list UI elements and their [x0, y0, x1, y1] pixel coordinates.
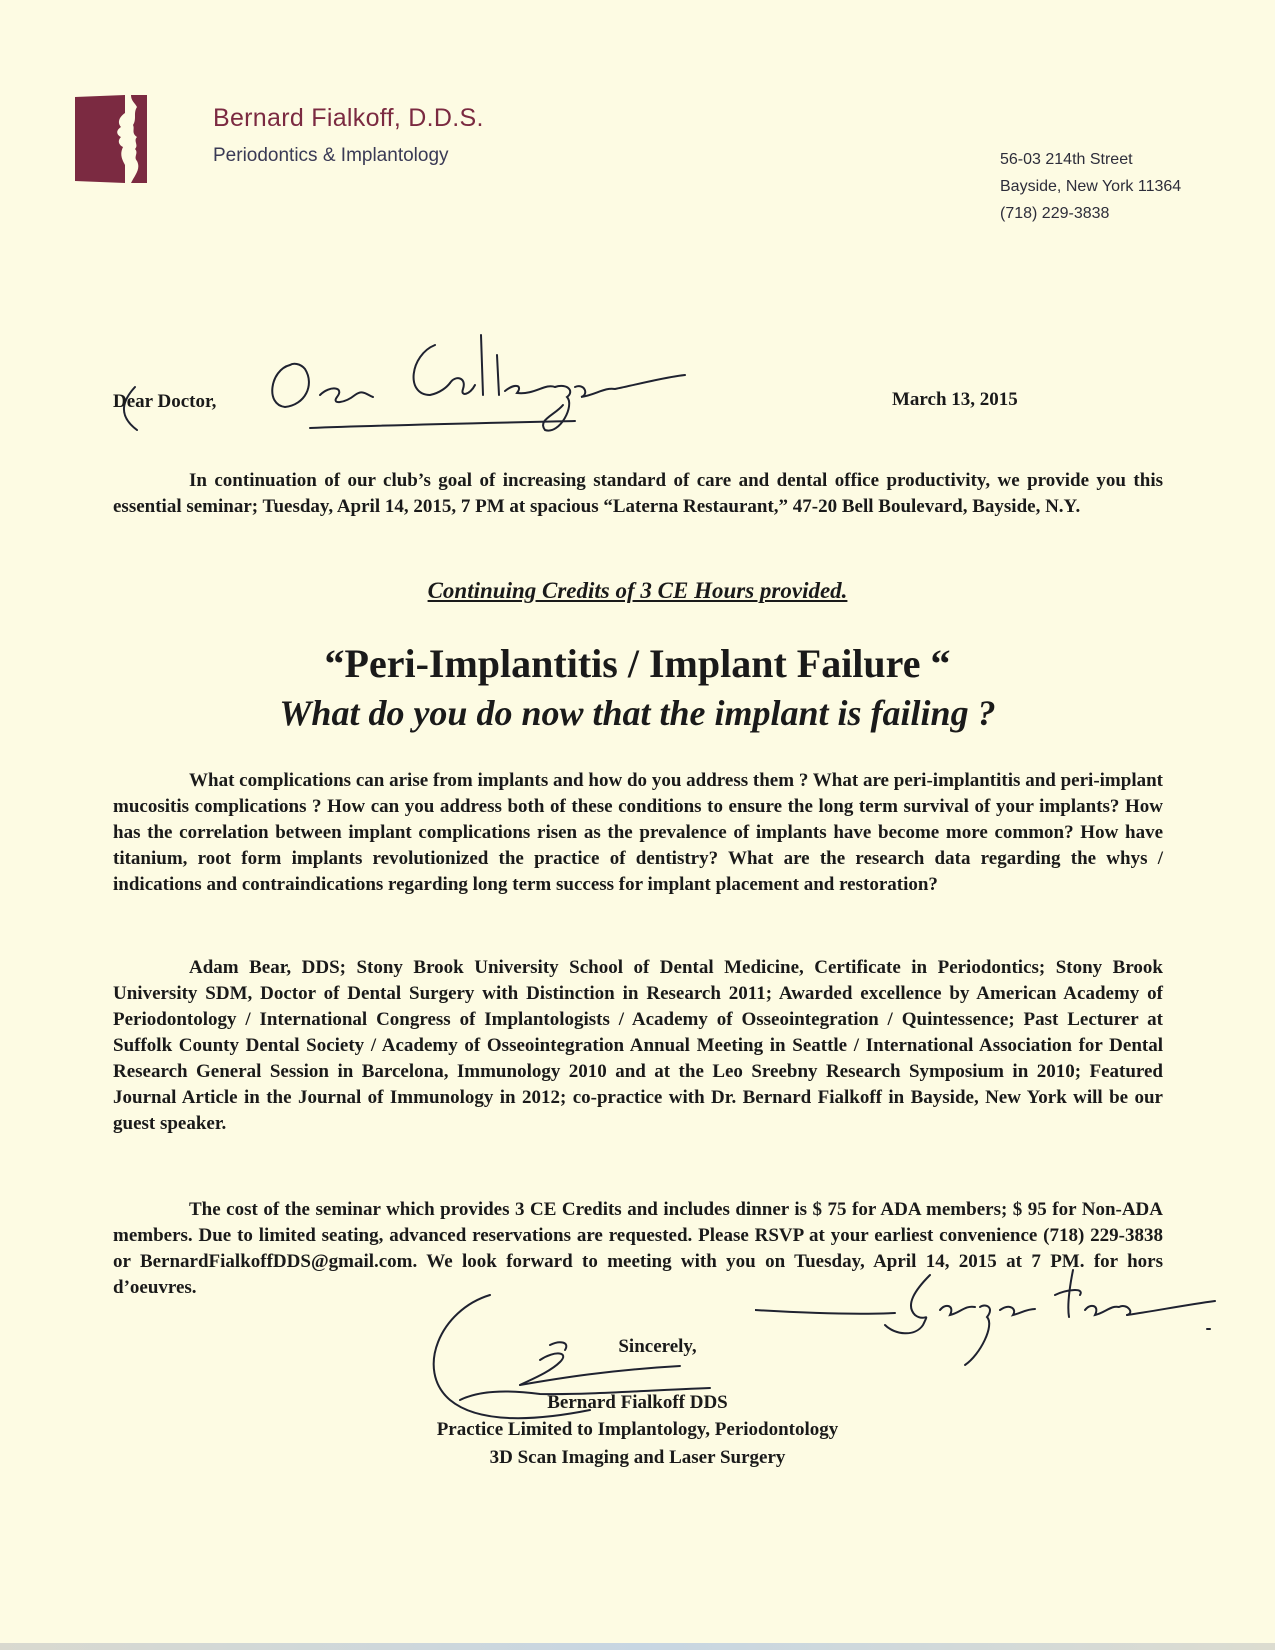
signer-practice: Practice Limited to Implantology, Periodontology [436, 1419, 839, 1440]
address-phone: (718) 229-3838 [1000, 205, 1110, 222]
handwritten-note-signature [755, 1265, 1225, 1380]
letter-date: March 13, 2015 [892, 389, 1018, 410]
address-city: Bayside, New York 11364 [1000, 178, 1182, 195]
address-street: 56-03 214th Street [1000, 151, 1133, 168]
closing-sincerely: Sincerely, [618, 1336, 697, 1357]
seminar-title: “Peri-Implantitis / Implant Failure “ [324, 641, 951, 686]
questions-paragraph: What complications can arise from implants and how do you address them ? What are peri-implantitis and peri-implant mucositis complications ? How can you address both of these conditions to ensure the long term survival of your implants? How has the correlation between implant complications risen as the prevalence of implants have become more common? How have titanium, root form implants revolutionized the practice of dentistry? What are the research data regarding the whys / indications and contraindications regarding long term success for implant placement and restoration? [113, 770, 1163, 895]
seminar-subtitle: What do you do now that the implant is failing ? [279, 693, 996, 733]
ce-credits-notice: Continuing Credits of 3 CE Hours provided. [427, 578, 848, 603]
doctor-name: Bernard Fialkoff, D.D.S. [213, 104, 484, 132]
profile-face-logo-icon [75, 95, 147, 183]
scan-edge [0, 1643, 1275, 1650]
signer-services: 3D Scan Imaging and Laser Surgery [489, 1447, 786, 1468]
office-address [1000, 146, 1181, 227]
salutation: Dear Doctor, [113, 391, 217, 412]
signer-name: Bernard Fialkoff DDS [547, 1392, 728, 1413]
specialty: Periodontics & Implantology [213, 145, 449, 166]
speaker-paragraph: Adam Bear, DDS; Stony Brook University School of Dental Medicine, Certificate in Periodontics; Stony Brook University SDM, Doctor of Dental Surgery with Distinction in Research 2011; Awarded excellence by American Academy of Periodontology / International Congress of Implantologists / Academy of Osseointegration / Quintessence; Past Lecturer at Suffolk County Dental Society / Academy of Osseointegration Annual Meeting in Seattle / International Association for Dental Research General Session in Barcelona, Immunology 2010 and at the Leo Sreebny Research Symposium in 2010; Featured Journal Article in the Journal of Immunology in 2012; co-practice with Dr. Bernard Fialkoff in Bayside, New York will be our guest speaker. [113, 957, 1163, 1134]
intro-paragraph: In continuation of our club’s goal of increasing standard of care and dental office productivity, we provide you this essential seminar; Tuesday, April 14, 2015, 7 PM at spacious “Laterna Restaurant,” 47-20 Bell Boulevard, Bayside, N.Y. [113, 470, 1163, 517]
cost-paragraph: The cost of the seminar which provides 3 CE Credits and includes dinner is $ 75 for ADA members; $ 95 for Non-ADA members. Due to limited seating, advanced reservations are requested. Please RSVP at your earliest convenience (718) 229-3838 or BernardFialkoffDDS@gmail.com. We look forward to meeting with you on Tuesday, April 14, 2015 at 7 PM. for hors d’oeuvres. [113, 1199, 1163, 1298]
